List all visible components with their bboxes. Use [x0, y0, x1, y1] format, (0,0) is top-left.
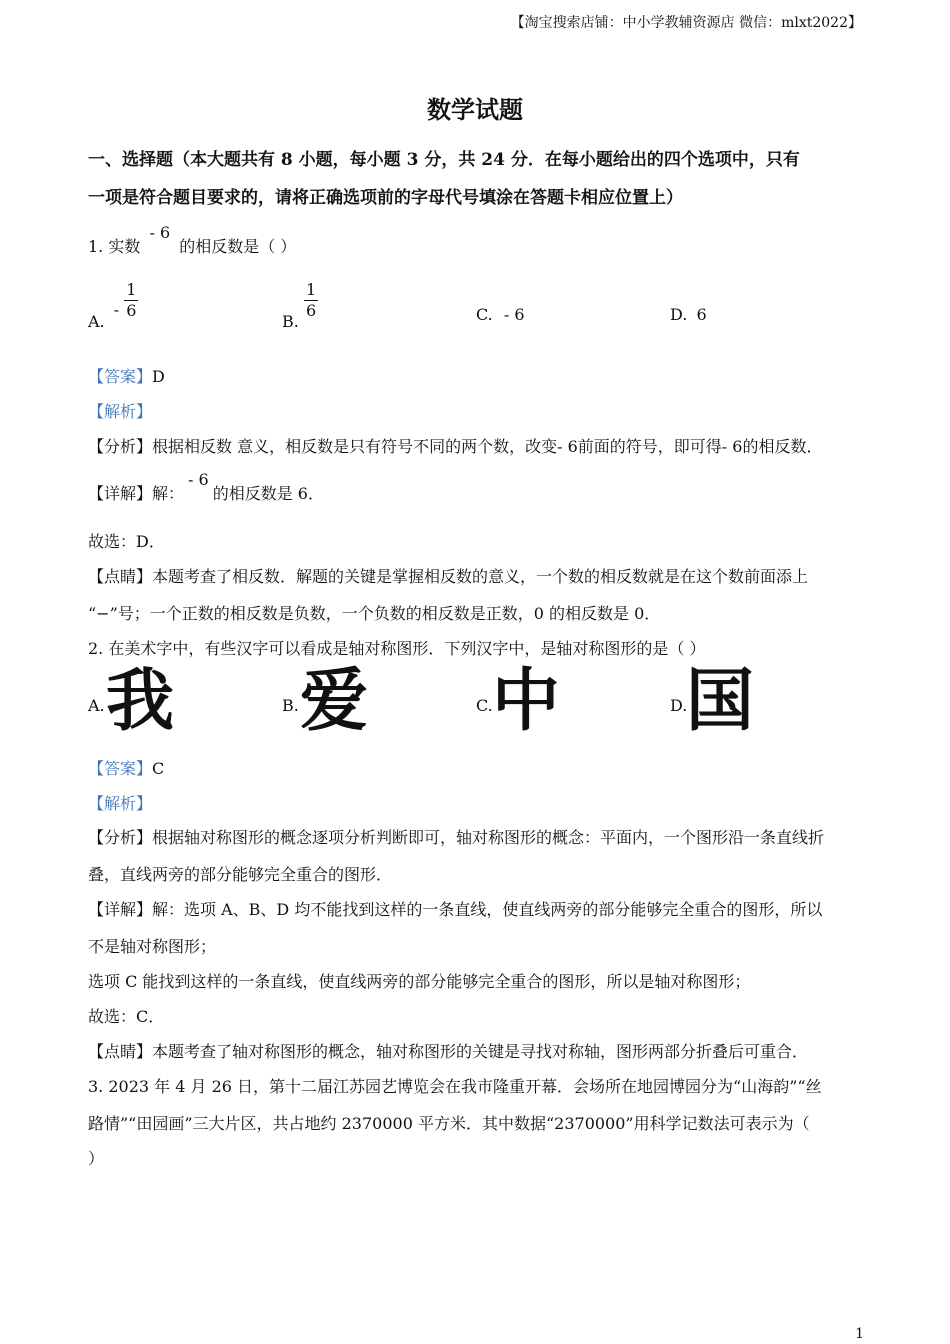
q1-option-c-label: C.	[476, 305, 493, 324]
q1-fenxi-text-c: 的相反数．	[742, 437, 823, 456]
q3-stem-line2: 路情”“田园画”三大片区，共占地约 2370000 平方米．其中数据“2370000”用科学记数法可表示为（	[88, 1114, 810, 1133]
q1-xiangjie-tag: 【详解】	[88, 484, 153, 503]
q1-fenxi-text-b: 前面的符号，即可得	[577, 437, 722, 456]
section-heading-line2: 一项是符合题目要求的，请将正确选项前的字母代号填涂在答题卡相应位置上）	[88, 188, 683, 208]
q1-answer-tag: 【答案】	[88, 367, 153, 386]
q2-option-c-label: C.	[476, 696, 493, 715]
q1-analysis-tag: 【解析】	[88, 402, 153, 421]
q1-option-c-value: - 6	[503, 305, 525, 324]
q1-xiangjie-tail: 的相反数是 6．	[212, 484, 324, 503]
q1-option-a-numerator: 1	[126, 280, 137, 299]
q1-stem	[88, 223, 297, 257]
q2-analysis-tag: 【解析】	[88, 794, 153, 813]
q3-stem-line3: ）	[88, 1149, 105, 1168]
q1-xiangjie	[88, 470, 324, 504]
q1-option-a-label: A.	[88, 312, 105, 331]
q1-option-a-denominator: 6	[126, 301, 137, 320]
q2-option-b-label: B.	[282, 696, 299, 715]
q1-option-b-fraction	[304, 280, 318, 321]
q1-xiangjie-expression: - 6	[188, 470, 209, 489]
q1-dianjing-text: 本题考查了相反数．解题的关键是掌握相反数的意义，一个数的相反数就是在这个数前面添上	[152, 567, 809, 586]
q2-option-c-char: 中	[492, 662, 561, 741]
q2-answer-value: C	[152, 759, 165, 778]
q1-option-b-label: B.	[282, 312, 299, 331]
q1-answer-value: D	[152, 367, 165, 386]
q1-answer	[88, 364, 165, 387]
header-note: 【淘宝搜索店铺：中小学教辅资源店 微信：mlxt2022】	[510, 15, 862, 31]
q2-dianjing-text: 本题考查了轴对称图形的概念，轴对称图形的关键是寻找对称轴，图形两部分折叠后可重合．	[152, 1042, 809, 1061]
q1-option-d-label: D.	[670, 305, 688, 324]
q3-stem-line1: 3. 2023 年 4 月 26 日，第十二届江苏园艺博览会在我市隆重开幕．会场所在地园博园分为“山海韵”“丝	[88, 1077, 822, 1096]
q2-option-b-char: 爱	[300, 662, 369, 741]
q1-choice: 故选：D．	[88, 532, 165, 551]
q2-xiangjie-text: 解：选项 A、B、D 均不能找到这样的一条直线，使直线两旁的部分能够完全重合的图形，所以	[152, 900, 823, 919]
q2-option-d-char: 国	[686, 662, 755, 741]
q1-option-b-numerator: 1	[305, 280, 317, 299]
q1-stem-expression: - 6	[149, 223, 171, 242]
q1-option-b	[282, 280, 318, 331]
q2-stem: 2. 在美术字中，有些汉字可以看成是轴对称图形．下列汉字中，是轴对称图形的是（ ）	[88, 639, 706, 658]
q1-option-b-denominator: 6	[305, 301, 317, 320]
q2-xiangjie-line2: 不是轴对称图形；	[88, 937, 217, 956]
q2-option-a-char: 我	[106, 662, 175, 741]
q2-option-d-label: D.	[670, 696, 688, 715]
q1-dianjing-line2: “−”号；一个正数的相反数是负数，一个负数的相反数是正数，0 的相反数是 0．	[88, 604, 661, 623]
q2-fenxi-text: 根据轴对称图形的概念逐项分析判断即可，轴对称图形的概念：平面内，一个图形沿一条直线折	[152, 828, 825, 847]
q1-stem-tail: 的相反数是（ ）	[179, 237, 297, 256]
q2-option-a-label: A.	[88, 696, 105, 715]
section-heading-line1: 一、选择题（本大题共有 8 小题，每小题 3 分，共 24 分．在每小题给出的四个选项中，只有	[88, 150, 800, 170]
q2-xiangjie	[88, 897, 822, 920]
q2-dianjing	[88, 1039, 808, 1062]
q1-option-a	[88, 280, 138, 331]
q1-fenxi-expr2: - 6	[721, 437, 743, 456]
q1-option-a-sign: -	[113, 300, 120, 319]
q2-answer-tag: 【答案】	[88, 759, 153, 778]
q2-xiangjie-line3: 选项 C 能找到这样的一条直线，使直线两旁的部分能够完全重合的图形，所以是轴对称图形；	[88, 972, 751, 991]
q1-xiangjie-text: 解：	[152, 484, 185, 503]
q2-fenxi-line2: 叠，直线两旁的部分能够完全重合的图形．	[88, 865, 393, 884]
q1-fenxi-expr1: - 6	[557, 437, 578, 456]
q1-fenxi	[88, 434, 822, 457]
q2-xiangjie-tag: 【详解】	[88, 900, 153, 919]
q2-fenxi	[88, 825, 824, 848]
q1-dianjing	[88, 564, 808, 587]
page-title: 数学试题	[427, 95, 523, 124]
q1-option-d-value: 6	[696, 305, 707, 324]
q1-fenxi-tag: 【分析】	[88, 437, 153, 456]
q1-option-a-fraction	[124, 280, 138, 321]
page-number: 1	[855, 1326, 864, 1342]
q2-answer	[88, 756, 164, 779]
q2-fenxi-tag: 【分析】	[88, 828, 153, 847]
q1-stem-text: 1. 实数	[88, 237, 141, 256]
q1-dianjing-tag: 【点睛】	[88, 567, 153, 586]
q1-option-c	[476, 305, 525, 324]
q2-choice: 故选：C．	[88, 1007, 165, 1026]
q2-dianjing-tag: 【点睛】	[88, 1042, 153, 1061]
q1-fenxi-text: 根据相反数 意义，相反数是只有符号不同的两个数，改变	[152, 437, 558, 456]
q1-option-d	[670, 305, 707, 324]
